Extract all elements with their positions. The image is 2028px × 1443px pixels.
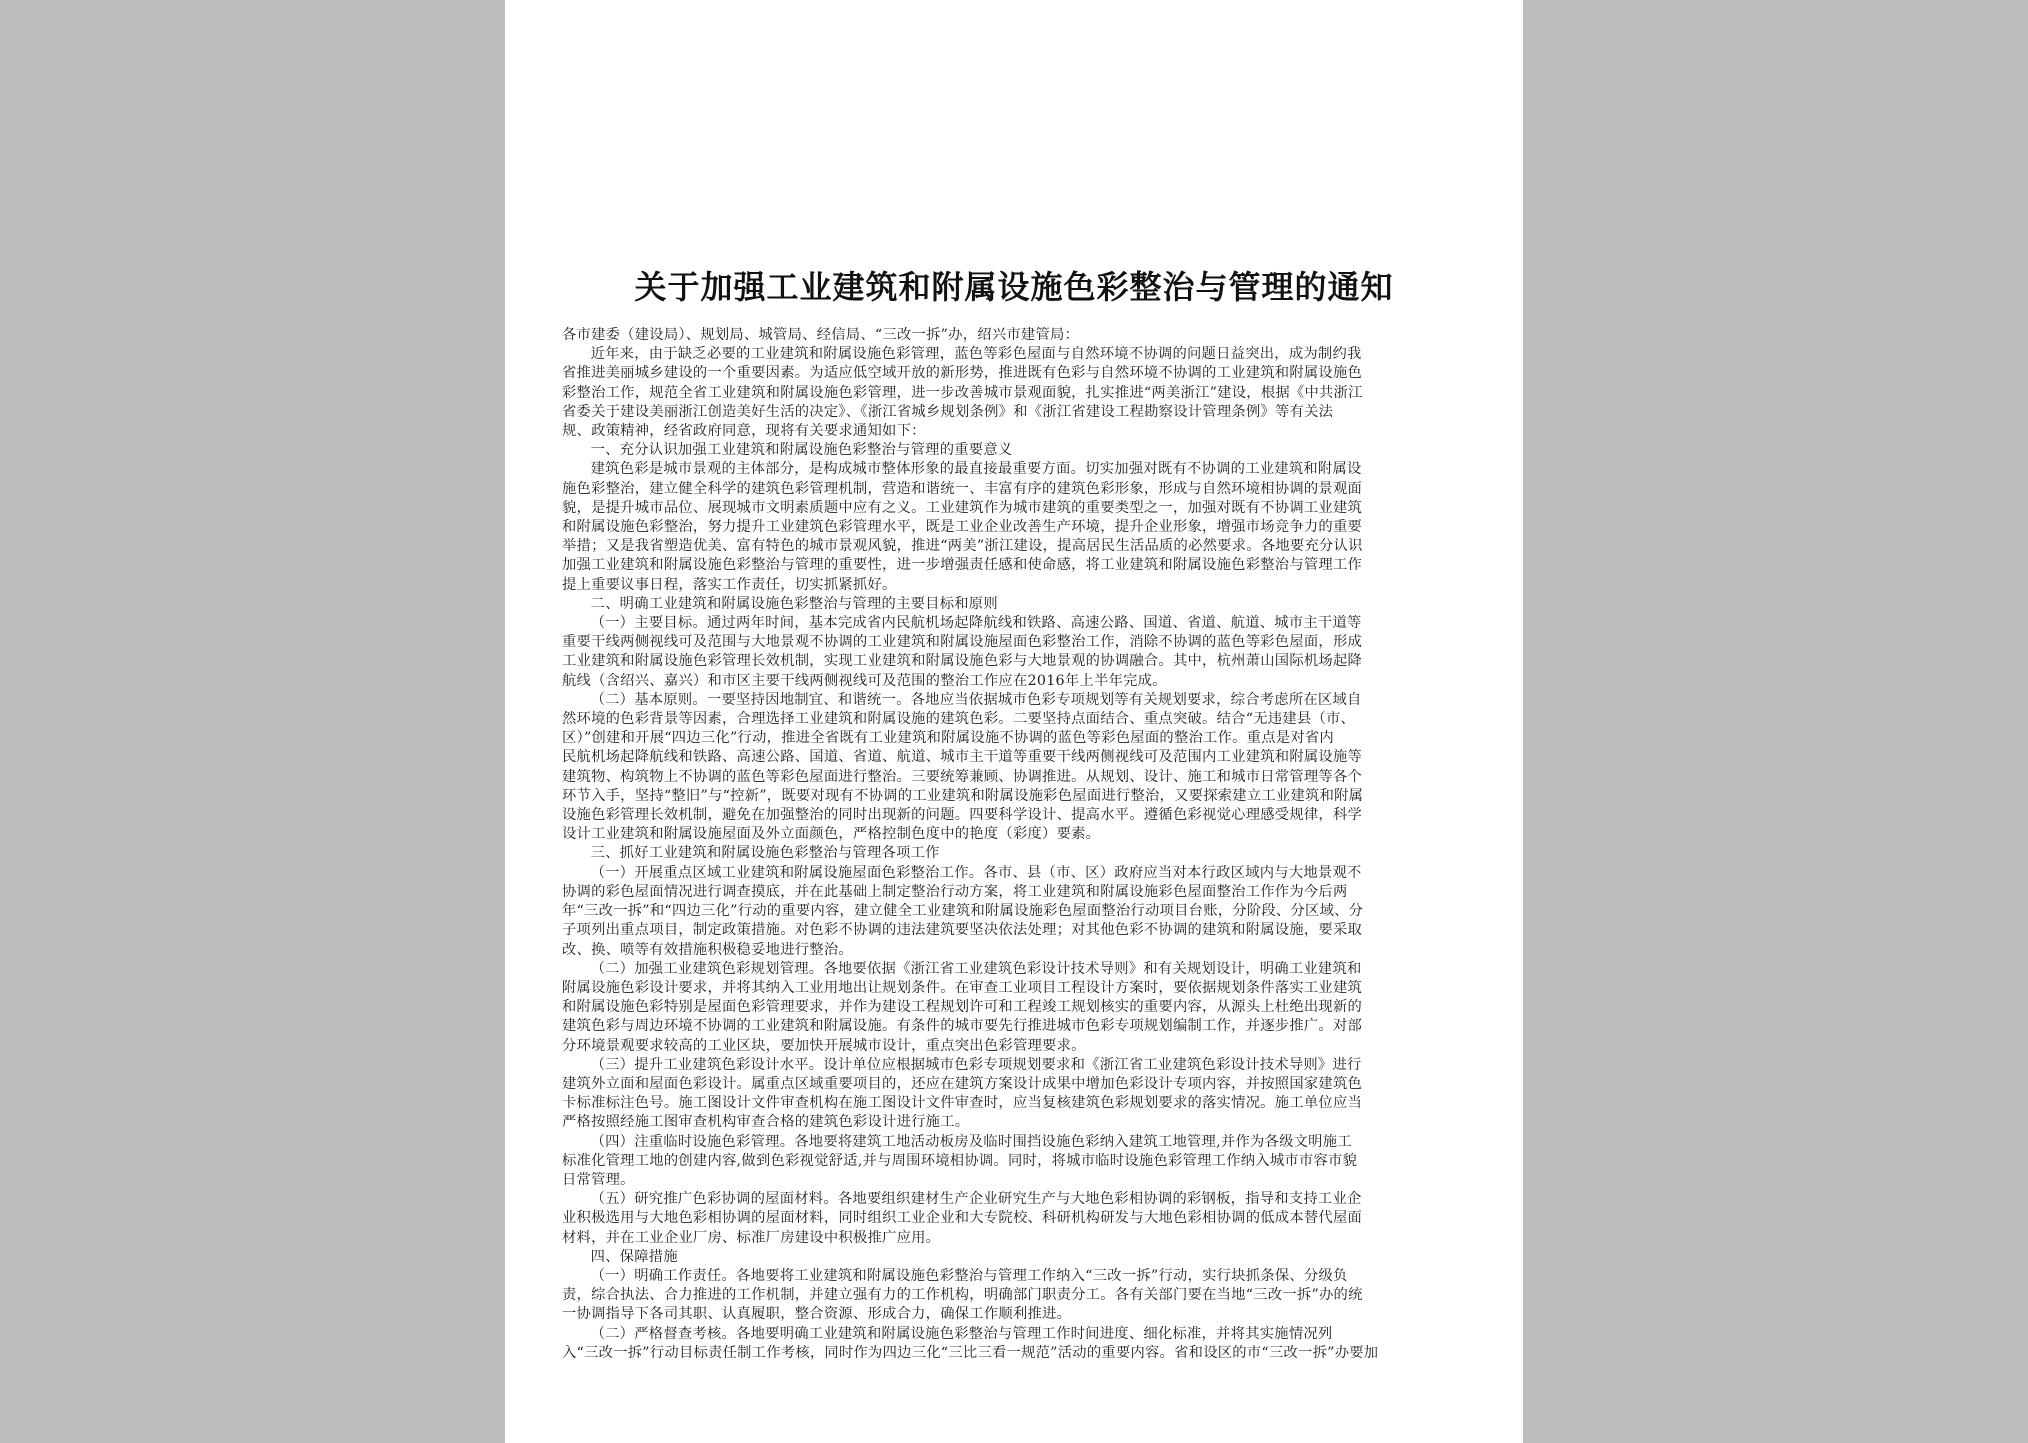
text-line: 和附属设施色彩特别是屋面色彩管理要求，并作为建设工程规划许可和工程竣工规划核实的重要内容，从源头上杜绝出现新的 bbox=[562, 999, 1363, 1016]
text-line: 业积极选用与大地色彩相协调的屋面材料，同时组织工业企业和大专院校、科研机构研发与大地色彩相协调的低成本替代屋面 bbox=[562, 1210, 1363, 1227]
text-line: 责，综合执法、合力推进的工作机制，并建立强有力的工作机构，明确部门职责分工。各有关部门要在当地“三改一拆”办的统 bbox=[562, 1287, 1363, 1304]
text-line: （五）研究推广色彩协调的屋面材料。各地要组织建材生产企业研究生产与大地色彩相协调的彩钢板，指导和支持工业企 bbox=[590, 1191, 1362, 1208]
text-line: 材料，并在工业企业厂房、标准厂房建设中积极推广应用。 bbox=[562, 1229, 941, 1246]
text-line: 环节入手，坚持“整旧”与“控新”，既要对现有不协调的工业建筑和附属设施彩色屋面进行整治，又要探索建立工业建筑和附属 bbox=[562, 787, 1364, 804]
text-line: 民航机场起降航线和铁路、高速公路、国道、省道、航道、城市主干道等重要干线两侧视线可及范围内工业建筑和附属设施等 bbox=[562, 749, 1363, 766]
text-line: 卡标准标注色号。施工图设计文件审查机构在施工图设计文件审查时，应当复核建筑色彩规划要求的落实情况。施工单位应当 bbox=[562, 1095, 1363, 1112]
text-line: 设施色彩管理长效机制，避免在加强整治的同时出现新的问题。四要科学设计、提高水平。遵循色彩视觉心理感受规律，科学 bbox=[562, 807, 1363, 824]
text-line: 提上重要议事日程，落实工作责任，切实抓紧抓好。 bbox=[562, 576, 897, 593]
text-line: 彩整治工作，规范全省工业建筑和附属设施色彩管理，进一步改善城市景观面貌，扎实推进“两美浙江”建设，根据《中共浙江 bbox=[562, 384, 1363, 401]
document-title: 关于加强工业建筑和附属设施色彩整治与管理的通知 bbox=[634, 268, 1394, 306]
text-line: 各市建委（建设局）、规划局、城管局、经信局、“三改一拆”办，绍兴市建管局： bbox=[562, 327, 1080, 343]
text-line: 标准化管理工地的创建内容,做到色彩视觉舒适,并与周围环境相协调。同时，将城市临时设施色彩管理工作纳入城市市容市貌 bbox=[562, 1152, 1358, 1169]
text-line: 貌，是提升城市品位、展现城市文明素质题中应有之义。工业建筑作为城市建筑的重要类型之一，加强对既有不协调工业建筑 bbox=[562, 499, 1363, 516]
text-line: 子项列出重点项目，制定政策措施。对色彩不协调的违法建筑要坚决依法处理；对其他色彩不协调的建筑和附属设施，要采取 bbox=[562, 922, 1363, 939]
text-line: 举措；又是我省塑造优美、富有特色的城市景观风貌，推进“两美”浙江建设，提高居民生活品质的必然要求。各地要充分认识 bbox=[562, 538, 1363, 555]
text-line: 严格按照经施工图审查机构审查合格的建筑色彩设计进行施工。 bbox=[562, 1114, 970, 1131]
text-line: 附属设施色彩设计要求，并将其纳入工业用地出让规划条件。在审查工业项目工程设计方案时，要依据规划条件落实工业建筑 bbox=[562, 979, 1363, 996]
text-line: 四、保障措施 bbox=[590, 1248, 678, 1265]
text-line: 日常管理。 bbox=[562, 1171, 635, 1188]
text-line: 重要干线两侧视线可及范围与大地景观不协调的工业建筑和附属设施屋面色彩整治工作，消除不协调的蓝色等彩色屋面，形成 bbox=[562, 634, 1363, 651]
text-line: 省委关于建设美丽浙江创造美好生活的决定》、《浙江省城乡规划条例》和《浙江省建设工程勘察设计管理条例》等有关法 bbox=[562, 403, 1334, 420]
text-line: 设计工业建筑和附属设施屋面及外立面颜色，严格控制色度中的艳度（彩度）要素。 bbox=[562, 826, 1101, 843]
text-line: 建筑色彩与周边环境不协调的工业建筑和附属设施。有条件的城市要先行推进城市色彩专项规划编制工作，并逐步推广。对部 bbox=[562, 1018, 1363, 1035]
text-line: 区）”创建和开展“四边三化”行动，推进全省既有工业建筑和附属设施不协调的蓝色等彩色屋面的整治工作。重点是对省内 bbox=[562, 730, 1334, 747]
text-line: 改、换、喷等有效措施积极稳妥地进行整治。 bbox=[562, 941, 853, 958]
text-line: （二）加强工业建筑色彩规划管理。各地要依据《浙江省工业建筑色彩设计技术导则》和有关规划设计，明确工业建筑和 bbox=[590, 960, 1362, 977]
text-line: （二）严格督查考核。各地要明确工业建筑和附属设施色彩整治与管理工作时间进度、细化标准，并将其实施情况列 bbox=[590, 1325, 1333, 1342]
document-body bbox=[562, 326, 1466, 1363]
text-line: 航线（含绍兴、嘉兴）和市区主要干线两侧视线可及范围的整治工作应在2016年上半年完成。 bbox=[562, 672, 1167, 689]
text-line: 建筑物、构筑物上不协调的蓝色等彩色屋面进行整治。三要统筹兼顾、协调推进。从规划、设计、施工和城市日常管理等各个 bbox=[562, 768, 1363, 785]
text-line: 协调的彩色屋面情况进行调查摸底，并在此基础上制定整治行动方案，将工业建筑和附属设施彩色屋面整治工作作为今后两 bbox=[562, 883, 1348, 900]
text-line: 加强工业建筑和附属设施色彩整治与管理的重要性，进一步增强责任感和使命感，将工业建筑和附属设施色彩整治与管理工作 bbox=[562, 557, 1363, 574]
text-line: 近年来，由于缺乏必要的工业建筑和附属设施色彩管理，蓝色等彩色屋面与自然环境不协调的问题日益突出，成为制约我 bbox=[590, 346, 1362, 363]
text-line: （一）主要目标。通过两年时间，基本完成省内民航机场起降航线和铁路、高速公路、国道、省道、航道、城市主干道等 bbox=[590, 615, 1362, 632]
text-line: 工业建筑和附属设施色彩管理长效机制，实现工业建筑和附属设施色彩与大地景观的协调融合。其中，杭州萧山国际机场起降 bbox=[562, 653, 1363, 670]
text-line: 一协调指导下各司其职、认真履职，整合资源、形成合力，确保工作顺利推进。 bbox=[562, 1306, 1072, 1323]
text-line: 规、政策精神，经省政府同意，现将有关要求通知如下： bbox=[562, 423, 926, 440]
text-line: 建筑外立面和屋面色彩设计。属重点区域重要项目的，还应在建筑方案设计成果中增加色彩设计专项内容，并按照国家建筑色 bbox=[562, 1075, 1363, 1092]
text-line: 分环境景观要求较高的工业区块，要加快开展城市设计，重点突出色彩管理要求。 bbox=[562, 1037, 1086, 1054]
text-line: （三）提升工业建筑色彩设计水平。设计单位应根据城市色彩专项规划要求和《浙江省工业建筑色彩设计技术导则》进行 bbox=[590, 1056, 1362, 1073]
text-line: 年“三改一拆”和“四边三化”行动的重要内容，建立健全工业建筑和附属设施彩色屋面整治行动项目台账，分阶段、分区域、分 bbox=[562, 903, 1364, 920]
text-line: 和附属设施色彩整治，努力提升工业建筑色彩管理水平，既是工业企业改善生产环境，提升企业形象，增强市场竞争力的重要 bbox=[562, 519, 1363, 536]
text-line: 然环境的色彩背景等因素，合理选择工业建筑和附属设施的建筑色彩。二要坚持点面结合、重点突破。结合“无违建县（市、 bbox=[562, 711, 1356, 728]
text-line: 建筑色彩是城市景观的主体部分，是构成城市整体形象的最直接最重要方面。切实加强对既有不协调的工业建筑和附属设 bbox=[590, 461, 1362, 478]
text-line: （一）开展重点区域工业建筑和附属设施屋面色彩整治工作。各市、县（市、区）政府应当对本行政区域内与大地景观不 bbox=[590, 864, 1362, 881]
text-line: 入“三改一拆”行动目标责任制工作考核，同时作为四边三化“三比三看一规范”活动的重要内容。省和设区的市“三改一拆”办要加 bbox=[562, 1344, 1379, 1361]
document-page bbox=[505, 0, 1523, 1443]
text-line: 三、抓好工业建筑和附属设施色彩整治与管理各项工作 bbox=[590, 845, 940, 862]
text-line: 二、明确工业建筑和附属设施色彩整治与管理的主要目标和原则 bbox=[590, 595, 998, 612]
text-line: 一、充分认识加强工业建筑和附属设施色彩整治与管理的重要意义 bbox=[590, 442, 1013, 459]
text-line: （一）明确工作责任。各地要将工业建筑和附属设施色彩整治与管理工作纳入“三改一拆”行动，实行块抓条保、分级负 bbox=[590, 1267, 1348, 1284]
text-line: 施色彩整治，建立健全科学的建筑色彩管理机制，营造和谐统一、丰富有序的建筑色彩形象，形成与自然环境相协调的景观面 bbox=[562, 480, 1363, 497]
text-line: （四）注重临时设施色彩管理。各地要将建筑工地活动板房及临时围挡设施色彩纳入建筑工地管理,并作为各级文明施工 bbox=[590, 1133, 1352, 1150]
text-line: 省推进美丽城乡建设的一个重要因素。为适应低空域开放的新形势，推进既有色彩与自然环境不协调的工业建筑和附属设施色 bbox=[562, 365, 1363, 382]
text-line: （二）基本原则。一要坚持因地制宜、和谐统一。各地应当依据城市色彩专项规划等有关规划要求，综合考虑所在区域自 bbox=[590, 691, 1362, 708]
